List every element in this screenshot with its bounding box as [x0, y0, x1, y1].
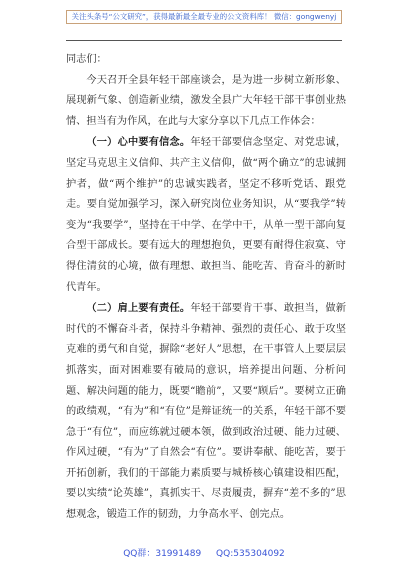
footer-contact — [0, 546, 408, 559]
section-1-body: 年轻干部要信念坚定、对党忠诚，坚定马克思主义信仰、共产主义信仰，做“两个确立”的忠诚拥护者，做“两个维护”的忠诚实践者，坚定不移听党话、跟党走。要自觉加强学习，深入研究岗位业务知识，从“要我学”转变为“我要学”，坚持在干中学、在学中干，从单一型干部向复合型干部成长。要有远大的理想抱负，更要有耐得住寂寞、守得住清贫的心境，做有理想、敢担当、能吃苦、肯奋斗的新时代青年。 — [66, 137, 347, 293]
section-1-heading: （一）心中要有信念。 — [86, 136, 191, 149]
salutation: 同志们： — [66, 54, 107, 65]
footer-qq: QQ:535304092 — [216, 549, 285, 559]
footer-qq-group: QQ群：31991489 — [123, 549, 202, 559]
section-1-paragraph — [66, 132, 346, 298]
section-2-body: 年轻干部要肯干事、敢担当，做新时代的不懈奋斗者，保持斗争精神、强烈的责任心、敢于攻坚克难的勇气和自觉，摒除“老好人”思想，在干事管人上要层层抓落实，面对困难要有破局的意识，培养提出问题、分析问题、解决问题的能力，既要“瞻前”，又要“顾后”。要树立正确的政绩观，“有为”和“有位”是辩证统一的关系，年轻干部不要急于“有位”，而应练就过硬本领，做到政治过硬、能力过硬、作风过硬，“有为”了自然会“有位”。要讲奉献、能吃苦，要于开拓创新，我们的干部能力素质要与城桥核心镇建设相匹配，要以实绩“论英雄”，真抓实干、尽责履责，摒弃“差不多的”思想观念，锻造工作的韧劲，力争高水平、创完点。 — [66, 303, 347, 521]
section-2-heading: （二）肩上要有责任。 — [86, 302, 191, 315]
promo-banner: 关注头条号“公文研究”，获得最新最全最专业的公文资料库！ 微信：gongwenyj — [66, 10, 342, 24]
section-2-paragraph — [66, 298, 346, 526]
document-body — [66, 50, 346, 526]
header-divider — [66, 40, 342, 41]
intro-paragraph: 今天召开全县年轻干部座谈会，是为进一步树立新形象、展现新气象、创造新业绩，激发全县广大年轻干部干事创业热情、担当有为作风，在此与大家分享以下几点工作体会： — [66, 74, 346, 127]
